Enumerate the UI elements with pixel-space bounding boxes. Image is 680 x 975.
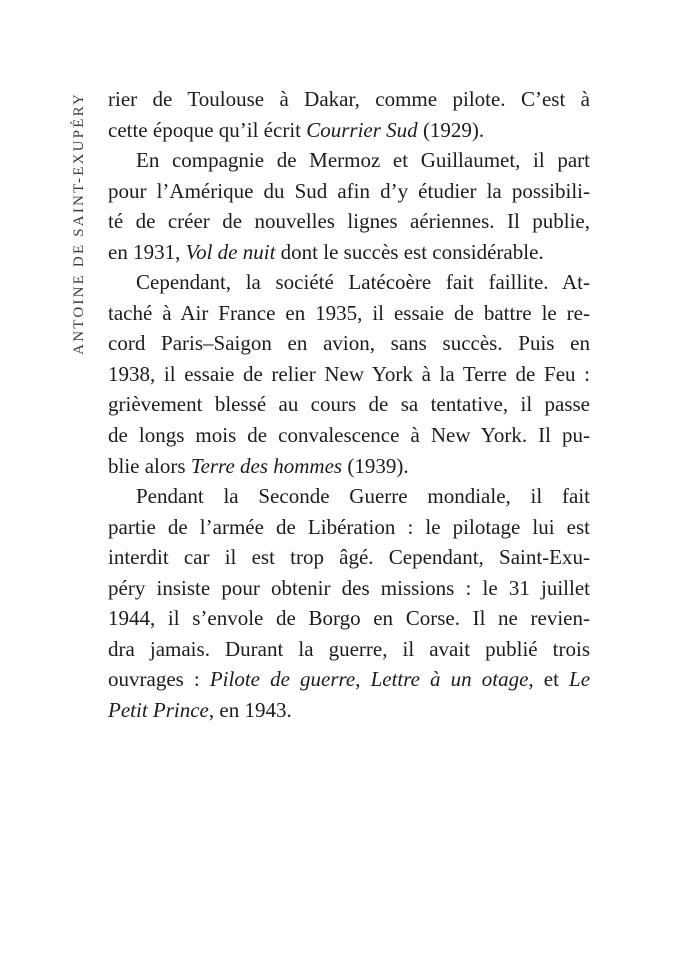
text-line [108,512,590,543]
text-line [108,542,590,573]
running-head: ANTOINE DE SAINT-EXUPÉRY [71,92,87,355]
text-line [108,573,590,604]
text-run: té de créer de nouvelles lignes aériennes. Il publie, [108,209,590,234]
text-run: cette époque qu’il écrit [108,117,307,142]
text-line [108,389,590,420]
text-line [108,634,590,665]
text-run: Cependant, la société Latécoère fait faillite. At- [136,270,590,295]
text-run: , et [528,667,570,692]
text-line [108,359,590,390]
text-run: (1939). [342,453,409,478]
italic-title: Courrier Sud [306,117,418,142]
text-run: pour l’Amérique du Sud afin d’y étudier la possibili- [108,178,590,203]
text-run: ouvrages : [108,667,210,692]
text-run: partie de l’armée de Libération : le pilotage lui est [108,514,590,539]
text-run: péry insiste pour obtenir des missions : le 31 juillet [108,575,590,600]
text-run: cord Paris–Saigon en avion, sans succès. Puis en [108,331,590,356]
text-line [108,298,590,329]
text-run: blie alors [108,453,191,478]
text-line [108,451,590,482]
text-line [108,84,590,115]
text-run: rier de Toulouse à Dakar, comme pilote. C’est à [108,87,590,111]
text-run: de longs mois de convalescence à New York. Il pu- [108,423,590,448]
text-line [108,267,590,298]
text-run: dont le succès est considérable. [275,239,544,264]
text-run: , en 1943. [208,697,292,722]
italic-title: Vol de nuit [185,239,276,264]
text-line [108,206,590,237]
text-run: grièvement blessé au cours de sa tentative, il passe [108,392,590,417]
text-run: en 1931, [108,239,186,264]
text-run: dra jamais. Durant la guerre, il avait publié trois [108,636,590,661]
text-line [108,695,590,726]
text-run: 1944, il s’envole de Borgo en Corse. Il ne revien- [108,606,590,631]
text-line [108,328,590,359]
body-text [108,84,590,725]
text-run: interdit car il est trop âgé. Cependant, Saint-Exu- [108,545,590,570]
text-line [108,237,590,268]
italic-title: Petit Prince [108,697,209,722]
text-run: taché à Air France en 1935, il essaie de battre le re- [108,300,590,325]
text-line [108,176,590,207]
text-line [108,664,590,695]
italic-title: Lettre à un otage [370,667,529,692]
text-line [108,145,590,176]
italic-title: Pilote de guerre [209,667,356,692]
text-run: Pendant la Seconde Guerre mondiale, il fait [136,484,590,509]
text-line [108,115,590,146]
italic-title: Terre des hommes [190,453,343,478]
text-line [108,481,590,512]
text-line [108,603,590,634]
text-line [108,420,590,451]
text-run: , [355,667,371,692]
text-run: 1938, il essaie de relier New York à la Terre de Feu : [108,361,590,386]
text-run: (1929). [417,117,485,142]
italic-title: Le [569,667,591,692]
text-run: En compagnie de Mermoz et Guillaumet, il part [136,148,590,173]
